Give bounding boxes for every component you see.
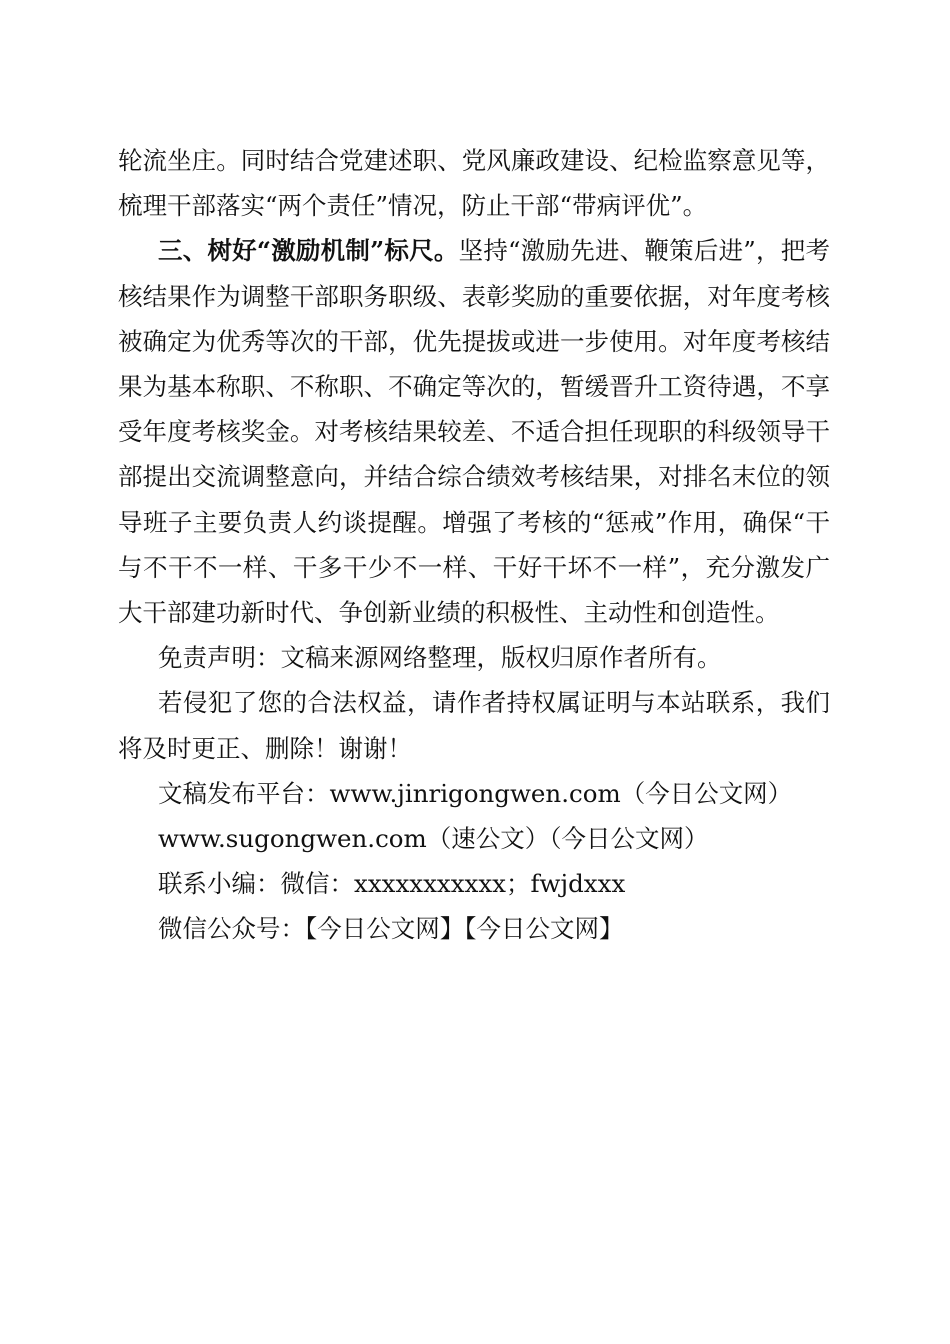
- publish-platform-text: 文稿发布平台：www.jinrigongwen.com（今日公文网）: [158, 778, 793, 808]
- section-heading: 三、树好“激励机制”标尺。: [158, 236, 459, 266]
- paragraph-incentive-mechanism: [118, 228, 830, 635]
- paragraph-text: 坚持“激励先进、鞭策后进”，把考核结果作为调整干部职务职级、表彰奖励的重要依据，对年度考核被确定为优秀等次的干部，优先提拔或进一步使用。对年度考核结果为基本称职、不称职、不确定等次的，暂缓晋升工资待遇，不享受年度考核奖金。对考核结果较差、不适合担任现职的科级领导干部提出交流调整意向，并结合综合绩效考核结果，对排名末位的领导班子主要负责人约谈提醒。增强了考核的“惩戒”作用，确保“干与不干不一样、干多干少不一样、干好干坏不一样”，充分激发广大干部建功新时代、争创新业绩的积极性、主动性和创造性。: [118, 236, 830, 628]
- copyright-notice: [118, 635, 830, 951]
- wechat-account-text: 微信公众号：【今日公文网】【今日公文网】: [158, 914, 624, 944]
- infringement-text: 若侵犯了您的合法权益，请作者持权属证明与本站联系，我们将及时更正、删除！谢谢！: [118, 688, 830, 763]
- paragraph-text: 轮流坐庄。同时结合党建述职、党风廉政建设、纪检监察意见等，梳理干部落实“两个责任”情况，防止干部“带病评优”。: [118, 146, 830, 221]
- document-body: [118, 138, 830, 952]
- paragraph-continued: [118, 138, 830, 228]
- editor-contact-text: 联系小编：微信：xxxxxxxxxxx；fwjdxxx: [158, 869, 626, 899]
- second-site-text: www.sugongwen.com（速公文）（今日公文网）: [158, 824, 709, 854]
- disclaimer-text: 免责声明：文稿来源网络整理，版权归原作者所有。: [158, 643, 722, 673]
